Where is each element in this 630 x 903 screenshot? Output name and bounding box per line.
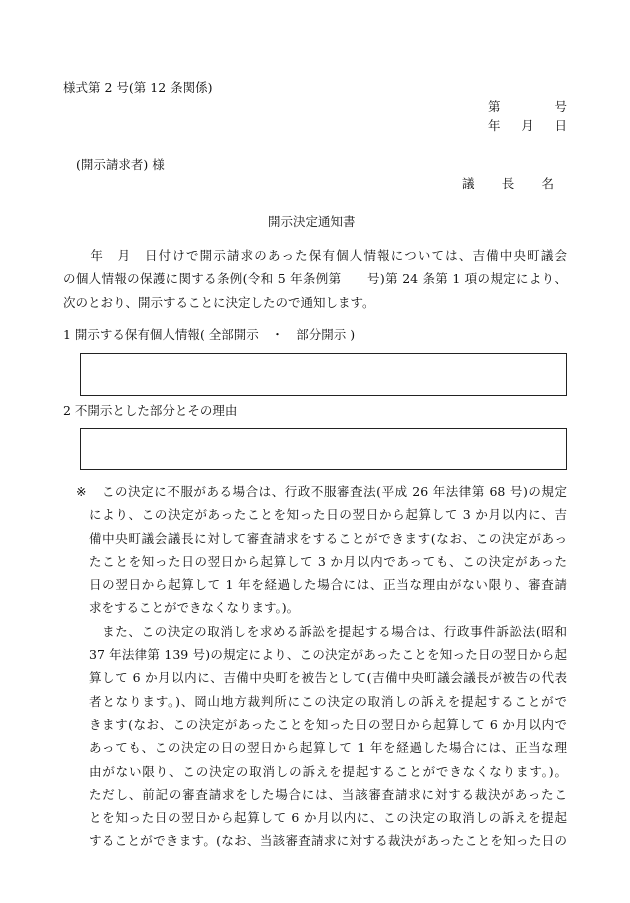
document-number: 第 号 [488,99,567,114]
appeal-note-paragraph [102,480,567,503]
sender-name: 議 長 名 [462,176,554,191]
note-line: たことを知った日の翌日から起算して 3 か月以内であっても、この決定があった [89,553,567,569]
form-label: 様式第 2 号(第 12 条関係) [63,80,213,95]
intro-paragraph [63,244,567,314]
note-line: きます(なお、この決定があったことを知った日の翌日から起算して 6 か月以内で [89,716,567,732]
appeal-note-paragraph-cont [89,503,567,619]
intro-line: の個人情報の保護に関する条例(令和 5 年条例第 号)第 24 条第 1 項の規定により、 [63,271,567,287]
note-line: により、この決定があったことを知った日の翌日から起算して 3 か月以内に、吉 [89,507,567,523]
note-line: この決定に不服がある場合は、行政不服審査法(平成 26 年法律第 68 号)の規定 [102,484,567,499]
lawsuit-note-paragraph [89,620,567,853]
note-line: また、この決定の取消しを求める訴訟を提起する場合は、行政事件訴訟法(昭和 [89,623,567,639]
undisclosed-reason-box[interactable] [80,428,567,470]
document-title: 開示決定通知書 [268,214,356,229]
note-line: 求をすることができなくなります。)。 [89,600,300,616]
note-line: することができます。(なお、当該審査請求に対する裁決があったことを知った日の [89,833,567,849]
note-line: ただし、前記の審査請求をした場合には、当該審査請求に対する裁決があったこ [89,786,567,802]
note-line: とを知った日の翌日から起算して 6 か月以内に、この決定の取消しの訴えを提起 [89,810,567,826]
note-line: 日の翌日から起算して 1 年を経過した場合には、正当な理由がない限り、審査請 [89,577,567,593]
disclosure-options: ( 全部開示 ・ 部分開示 ) [199,327,356,342]
note-mark: ※ [76,484,87,499]
disclosed-info-box[interactable] [80,353,567,396]
recipient-name: (開示請求者) 様 [76,157,165,172]
note-line: 者となります。)、岡山地方裁判所にこの決定の取消しの訴えを提起することがで [89,693,567,709]
section1-heading [63,329,355,342]
note-line: 備中央町議会議長に対して審査請求をすることができます(なお、この決定があっ [89,530,567,546]
note-line: 37 年法律第 139 号)の規定により、この決定があったことを知った日の翌日から起 [89,647,567,663]
intro-line: 年 月 日付けで開示請求のあった保有個人情報については、吉備中央町議会 [63,248,567,263]
section1-heading-text: 1 開示する保有個人情報 [63,327,200,342]
note-line: あっても、この決定の日の翌日から起算して 1 年を経過した場合には、正当な理 [89,740,567,756]
document-date: 年 月 日 [488,118,567,133]
note-line: 算して 6 か月以内に、吉備中央町を被告として(吉備中央町議会議長が被告の代表 [89,670,567,686]
intro-line: 次のとおり、開示することに決定したので通知します。 [63,294,375,310]
note-line: 由がない限り、この決定の取消しの訴えを提起することができなくなります。)。 [89,763,567,779]
section2-heading: 2 不開示とした部分とその理由 [63,403,238,418]
